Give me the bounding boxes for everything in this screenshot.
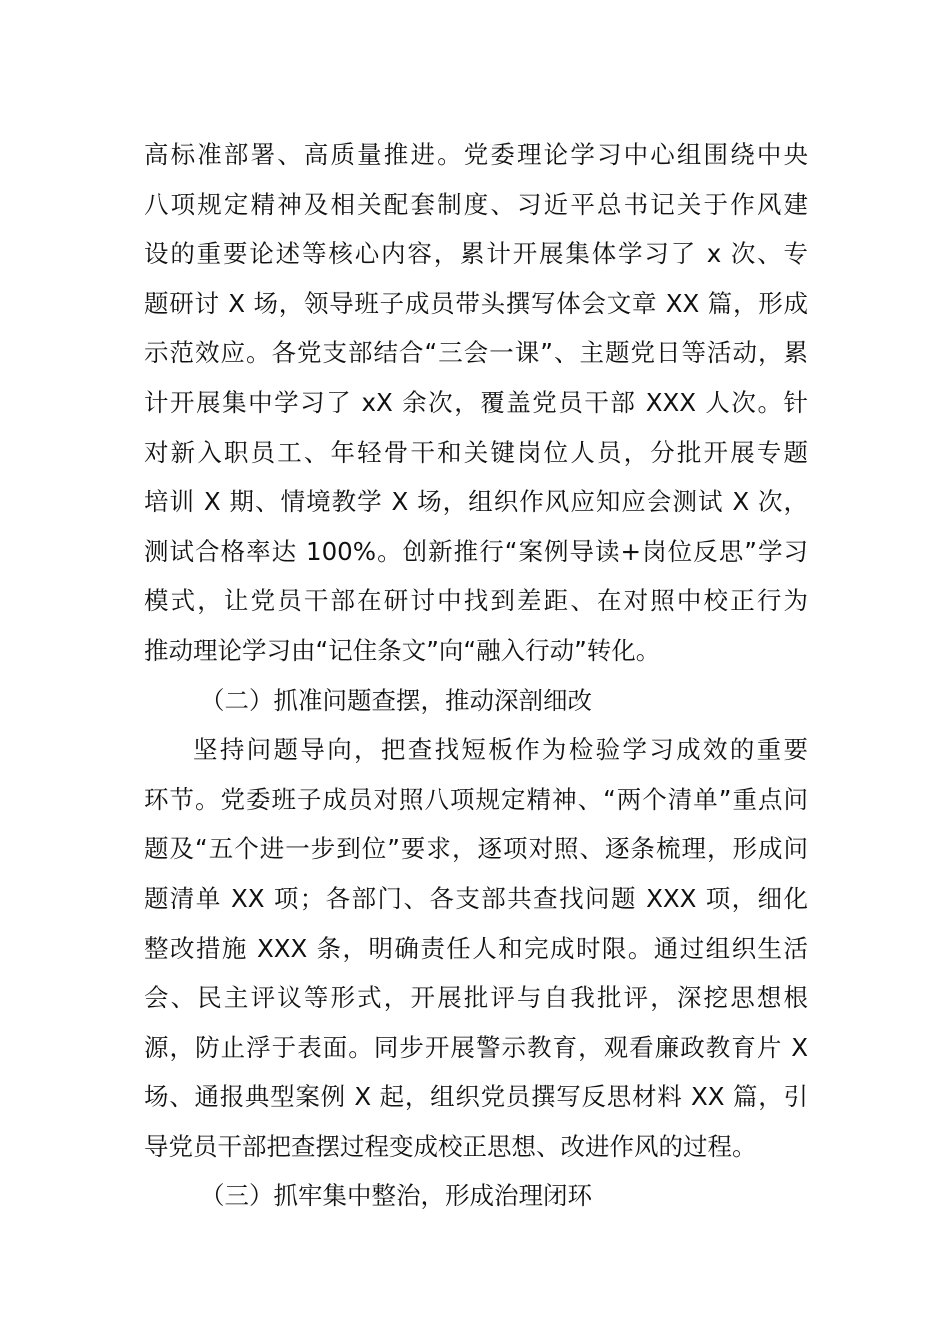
paragraph-line: 示范效应。各党支部结合“三会一课”、主题党日等活动，累 [144,338,808,368]
paragraph-line: 题及“五个进一步到位”要求，逐项对照、逐条梳理，形成问 [144,834,808,864]
paragraph-line: 整改措施 XXX 条，明确责任人和完成时限。通过组织生活 [144,933,808,963]
paragraph-line: 题清单 XX 项；各部门、各支部共查找问题 XXX 项，细化 [144,883,808,913]
paragraph-line: 环节。党委班子成员对照八项规定精神、“两个清单”重点问 [144,784,808,814]
paragraph-line: 源，防止浮于表面。同步开展警示教育，观看廉政教育片 X [144,1032,808,1062]
paragraph-line: 坚持问题导向，把查找短板作为检验学习成效的重要 [193,735,808,765]
paragraph-line: 导党员干部把查摆过程变成校正思想、改进作风的过程。 [144,1131,757,1161]
paragraph-line: 培训 X 期、情境教学 X 场，组织作风应知应会测试 X 次， [144,487,808,517]
paragraph-line: 计开展集中学习了 xX 余次，覆盖党员干部 XXX 人次。针 [144,387,808,417]
paragraph-line: 会、民主评议等形式，开展批评与自我批评，深挖思想根 [144,983,808,1013]
paragraph-line: 八项规定精神及相关配套制度、习近平总书记关于作风建 [144,189,808,219]
document-body [144,130,808,1221]
paragraph-study [144,130,808,676]
paragraph-line: 高标准部署、高质量推进。党委理论学习中心组围绕中央 [144,140,808,169]
paragraph-line: 对新入职员工、年轻骨干和关键岗位人员，分批开展专题 [144,437,808,467]
paragraph-line: 模式，让党员干部在研讨中找到差距、在对照中校正行为 [144,586,808,616]
paragraph-problems [144,725,808,1171]
paragraph-line: 推动理论学习由“记住条文”向“融入行动”转化。 [144,635,661,665]
paragraph-line: 测试合格率达 100%。创新推行“案例导读+岗位反思”学习 [144,536,808,566]
paragraph-line: 题研讨 X 场，领导班子成员带头撰写体会文章 XX 篇，形成 [144,288,808,318]
paragraph-line: 设的重要论述等核心内容，累计开展集体学习了 x 次、专 [144,239,808,269]
section-heading-3: （三）抓牢集中整治，形成治理闭环 [200,1181,592,1211]
paragraph-line: 场、通报典型案例 X 起，组织党员撰写反思材料 XX 篇，引 [144,1082,808,1112]
section-heading-2: （二）抓准问题查摆，推动深剖细改 [200,685,592,715]
